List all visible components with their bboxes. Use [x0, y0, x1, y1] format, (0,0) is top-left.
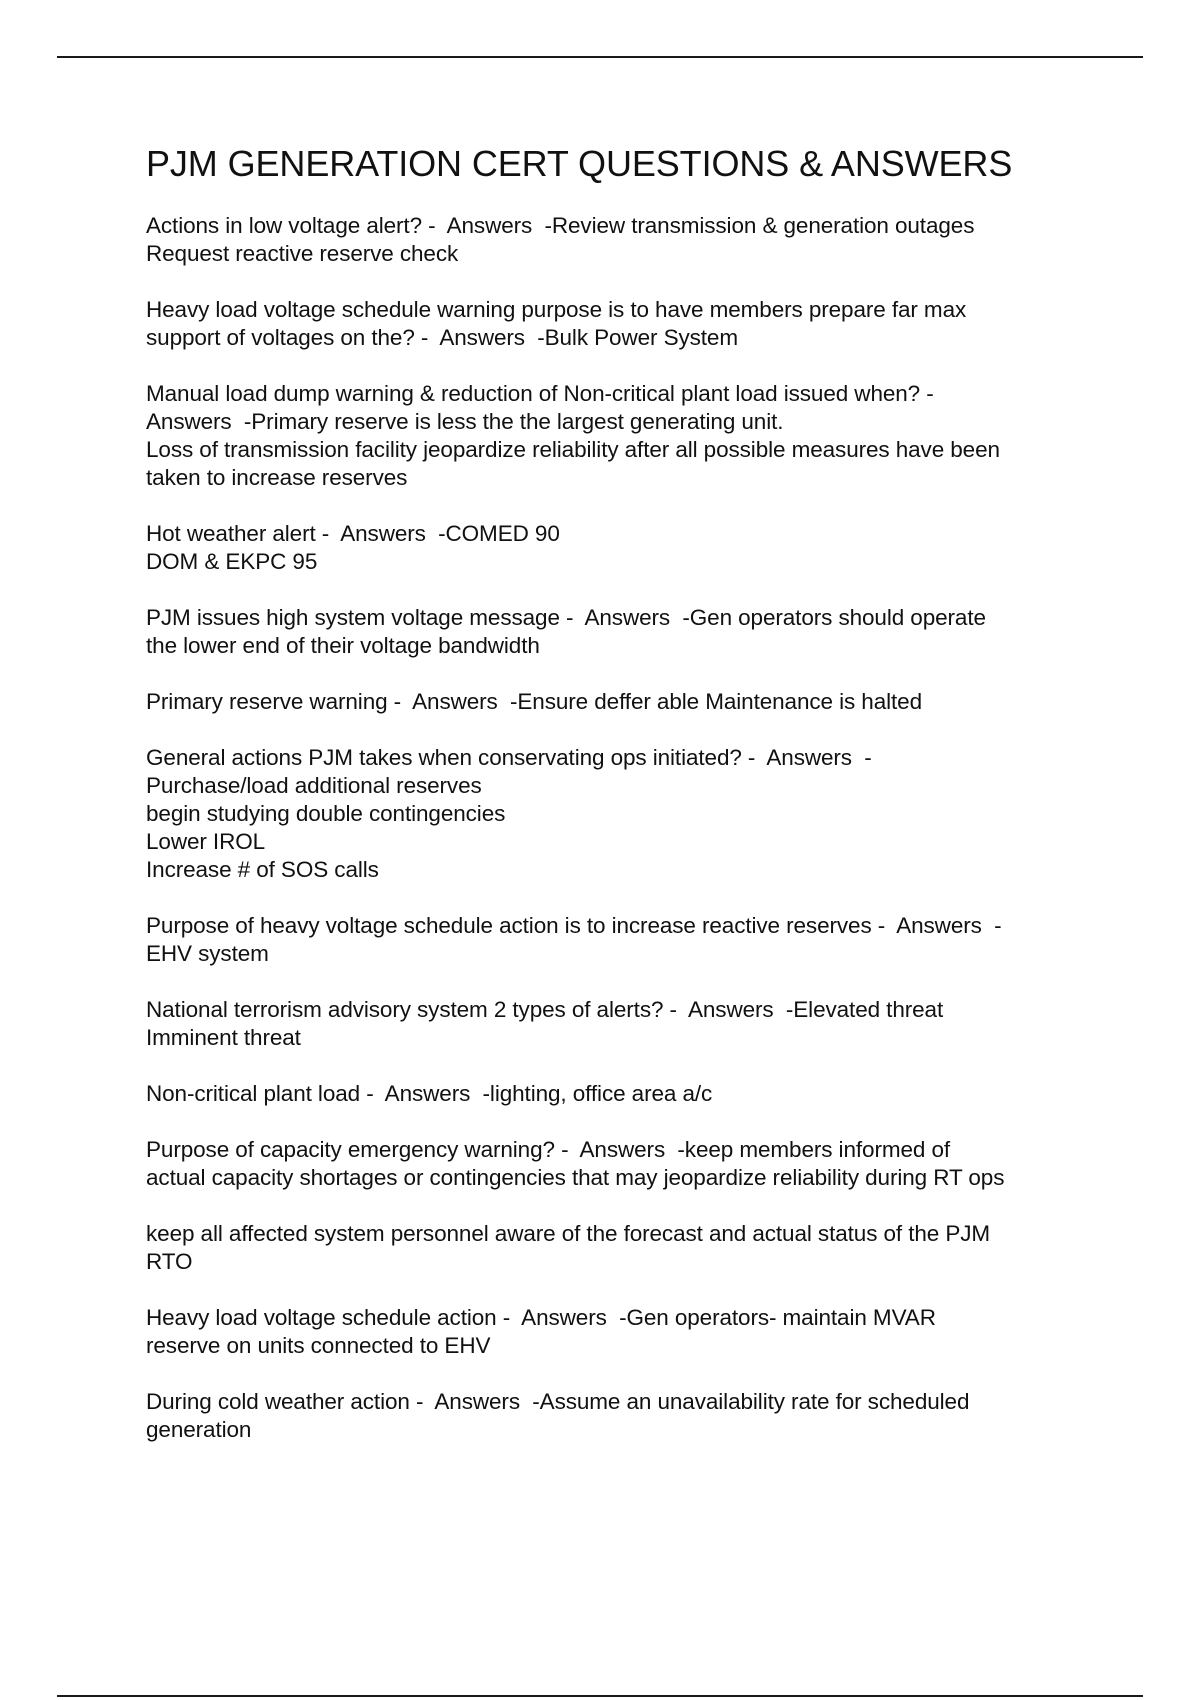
qa-line: PJM issues high system voltage message - Answers -Gen operators should operate: [146, 605, 986, 630]
qa-line: Request reactive reserve check: [146, 241, 459, 266]
qa-entry: [146, 1080, 1106, 1108]
qa-entry: [146, 380, 1106, 492]
qa-line: begin studying double contingencies: [146, 801, 506, 826]
qa-line: generation: [146, 1417, 252, 1442]
page-title: PJM GENERATION CERT QUESTIONS & ANSWERS: [146, 143, 1013, 184]
qa-line: Lower IROL: [146, 829, 266, 854]
qa-line: Purpose of heavy voltage schedule action is to increase reactive reserves - Answers -: [146, 913, 1002, 938]
qa-line: Hot weather alert - Answers -COMED 90: [146, 521, 560, 546]
qa-line: DOM & EKPC 95: [146, 549, 318, 574]
qa-line: Heavy load voltage schedule action - Answers -Gen operators- maintain MVAR: [146, 1305, 936, 1330]
qa-line: During cold weather action - Answers -Assume an unavailability rate for scheduled: [146, 1389, 970, 1414]
bottom-divider: [57, 1695, 1143, 1697]
qa-line: EHV system: [146, 941, 269, 966]
qa-line: support of voltages on the? - Answers -Bulk Power System: [146, 325, 738, 350]
qa-entry: [146, 744, 1106, 884]
qa-entry: [146, 604, 1106, 660]
qa-line: General actions PJM takes when conservating ops initiated? - Answers -: [146, 745, 872, 770]
qa-entry: [146, 520, 1106, 576]
qa-line: RTO: [146, 1249, 193, 1274]
qa-line: Heavy load voltage schedule warning purpose is to have members prepare far max: [146, 297, 967, 322]
qa-line: actual capacity shortages or contingencies that may jeopardize reliability during RT ops: [146, 1165, 1005, 1190]
qa-entry: [146, 1388, 1106, 1444]
qa-line: Primary reserve warning - Answers -Ensure deffer able Maintenance is halted: [146, 689, 922, 714]
qa-entry: [146, 996, 1106, 1052]
qa-line: Loss of transmission facility jeopardize reliability after all possible measures have been: [146, 437, 1000, 462]
qa-line: the lower end of their voltage bandwidth: [146, 633, 540, 658]
qa-line: keep all affected system personnel aware of the forecast and actual status of the PJM: [146, 1221, 991, 1246]
qa-line: Manual load dump warning & reduction of Non-critical plant load issued when? -: [146, 381, 934, 406]
qa-line: Imminent threat: [146, 1025, 301, 1050]
qa-line: taken to increase reserves: [146, 465, 408, 490]
qa-line: Purchase/load additional reserves: [146, 773, 482, 798]
qa-line: Non-critical plant load - Answers -lighting, office area a/c: [146, 1081, 713, 1106]
qa-line: Increase # of SOS calls: [146, 857, 379, 882]
qa-line: National terrorism advisory system 2 types of alerts? - Answers -Elevated threat: [146, 997, 944, 1022]
qa-entry: [146, 1136, 1106, 1192]
qa-entry: [146, 1304, 1106, 1360]
qa-entry: [146, 212, 1106, 268]
document-body: [146, 138, 1106, 1472]
qa-line: Actions in low voltage alert? - Answers -Review transmission & generation outages: [146, 213, 975, 238]
qa-entry: [146, 296, 1106, 352]
qa-line: reserve on units connected to EHV: [146, 1333, 491, 1358]
qa-line: Purpose of capacity emergency warning? - Answers -keep members informed of: [146, 1137, 951, 1162]
qa-entry: [146, 912, 1106, 968]
top-divider: [57, 56, 1143, 58]
qa-entry: [146, 688, 1106, 716]
qa-line: Answers -Primary reserve is less the the largest generating unit.: [146, 409, 784, 434]
qa-entry: [146, 1220, 1106, 1276]
